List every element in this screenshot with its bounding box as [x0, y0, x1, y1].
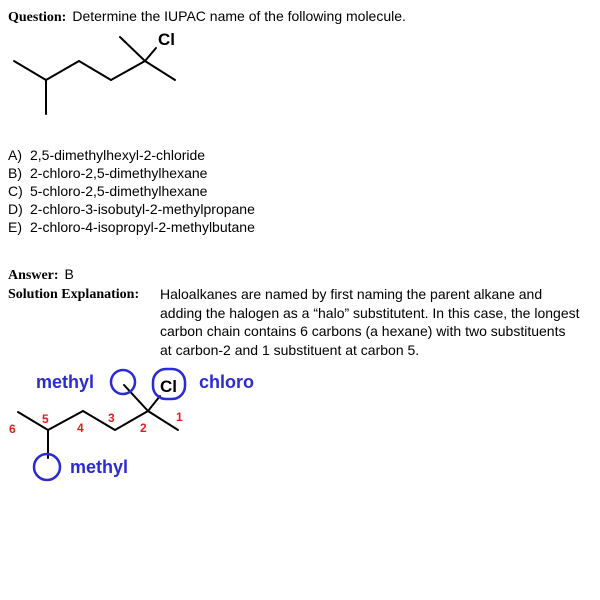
answer-value: B — [64, 266, 74, 282]
option-letter: A) — [8, 147, 22, 163]
bond — [148, 411, 178, 430]
answer-label: Answer: — [8, 268, 59, 283]
option-letter: E) — [8, 219, 22, 235]
carbon-number: 1 — [176, 410, 183, 424]
bond — [124, 385, 148, 411]
option-text: 2-chloro-2,5-dimethylhexane — [30, 165, 208, 181]
carbon-number: 5 — [42, 412, 49, 426]
option-text: 2-chloro-3-isobutyl-2-methylpropane — [30, 201, 255, 217]
option-letter: C) — [8, 183, 23, 199]
option-text: 2,5-dimethylhexyl-2-chloride — [30, 147, 206, 163]
carbon-number: 2 — [140, 421, 147, 435]
carbon-number: 4 — [77, 421, 84, 435]
option-letter: B) — [8, 165, 22, 181]
chloro-label: chloro — [199, 372, 255, 392]
bond — [148, 396, 160, 411]
solution-text: Haloalkanes are named by first naming the parent alkane and adding the halogen as a “halo” substitutent. In this case, the longest carbon chain contains 6 carbons (a hexane) with two substituents at carbon-2 and 1 substituent at carbon 5. — [160, 286, 580, 358]
question-text: Determine the IUPAC name of the following molecule. — [72, 8, 406, 24]
chlorine-label: Cl — [158, 30, 175, 49]
carbon-number: 3 — [108, 411, 115, 425]
solution-label: Solution Explanation: — [8, 287, 140, 302]
option-letter: D) — [8, 201, 23, 217]
methyl-label: methyl — [70, 457, 129, 477]
methyl-label: methyl — [36, 372, 95, 392]
methyl-circle — [111, 370, 135, 394]
question-label: Question: — [8, 10, 67, 25]
option-text: 2-chloro-4-isopropyl-2-methylbutane — [30, 219, 255, 235]
chlorine-label: Cl — [160, 377, 177, 396]
option-text: 5-chloro-2,5-dimethylhexane — [30, 183, 208, 199]
carbon-number: 6 — [9, 422, 16, 436]
